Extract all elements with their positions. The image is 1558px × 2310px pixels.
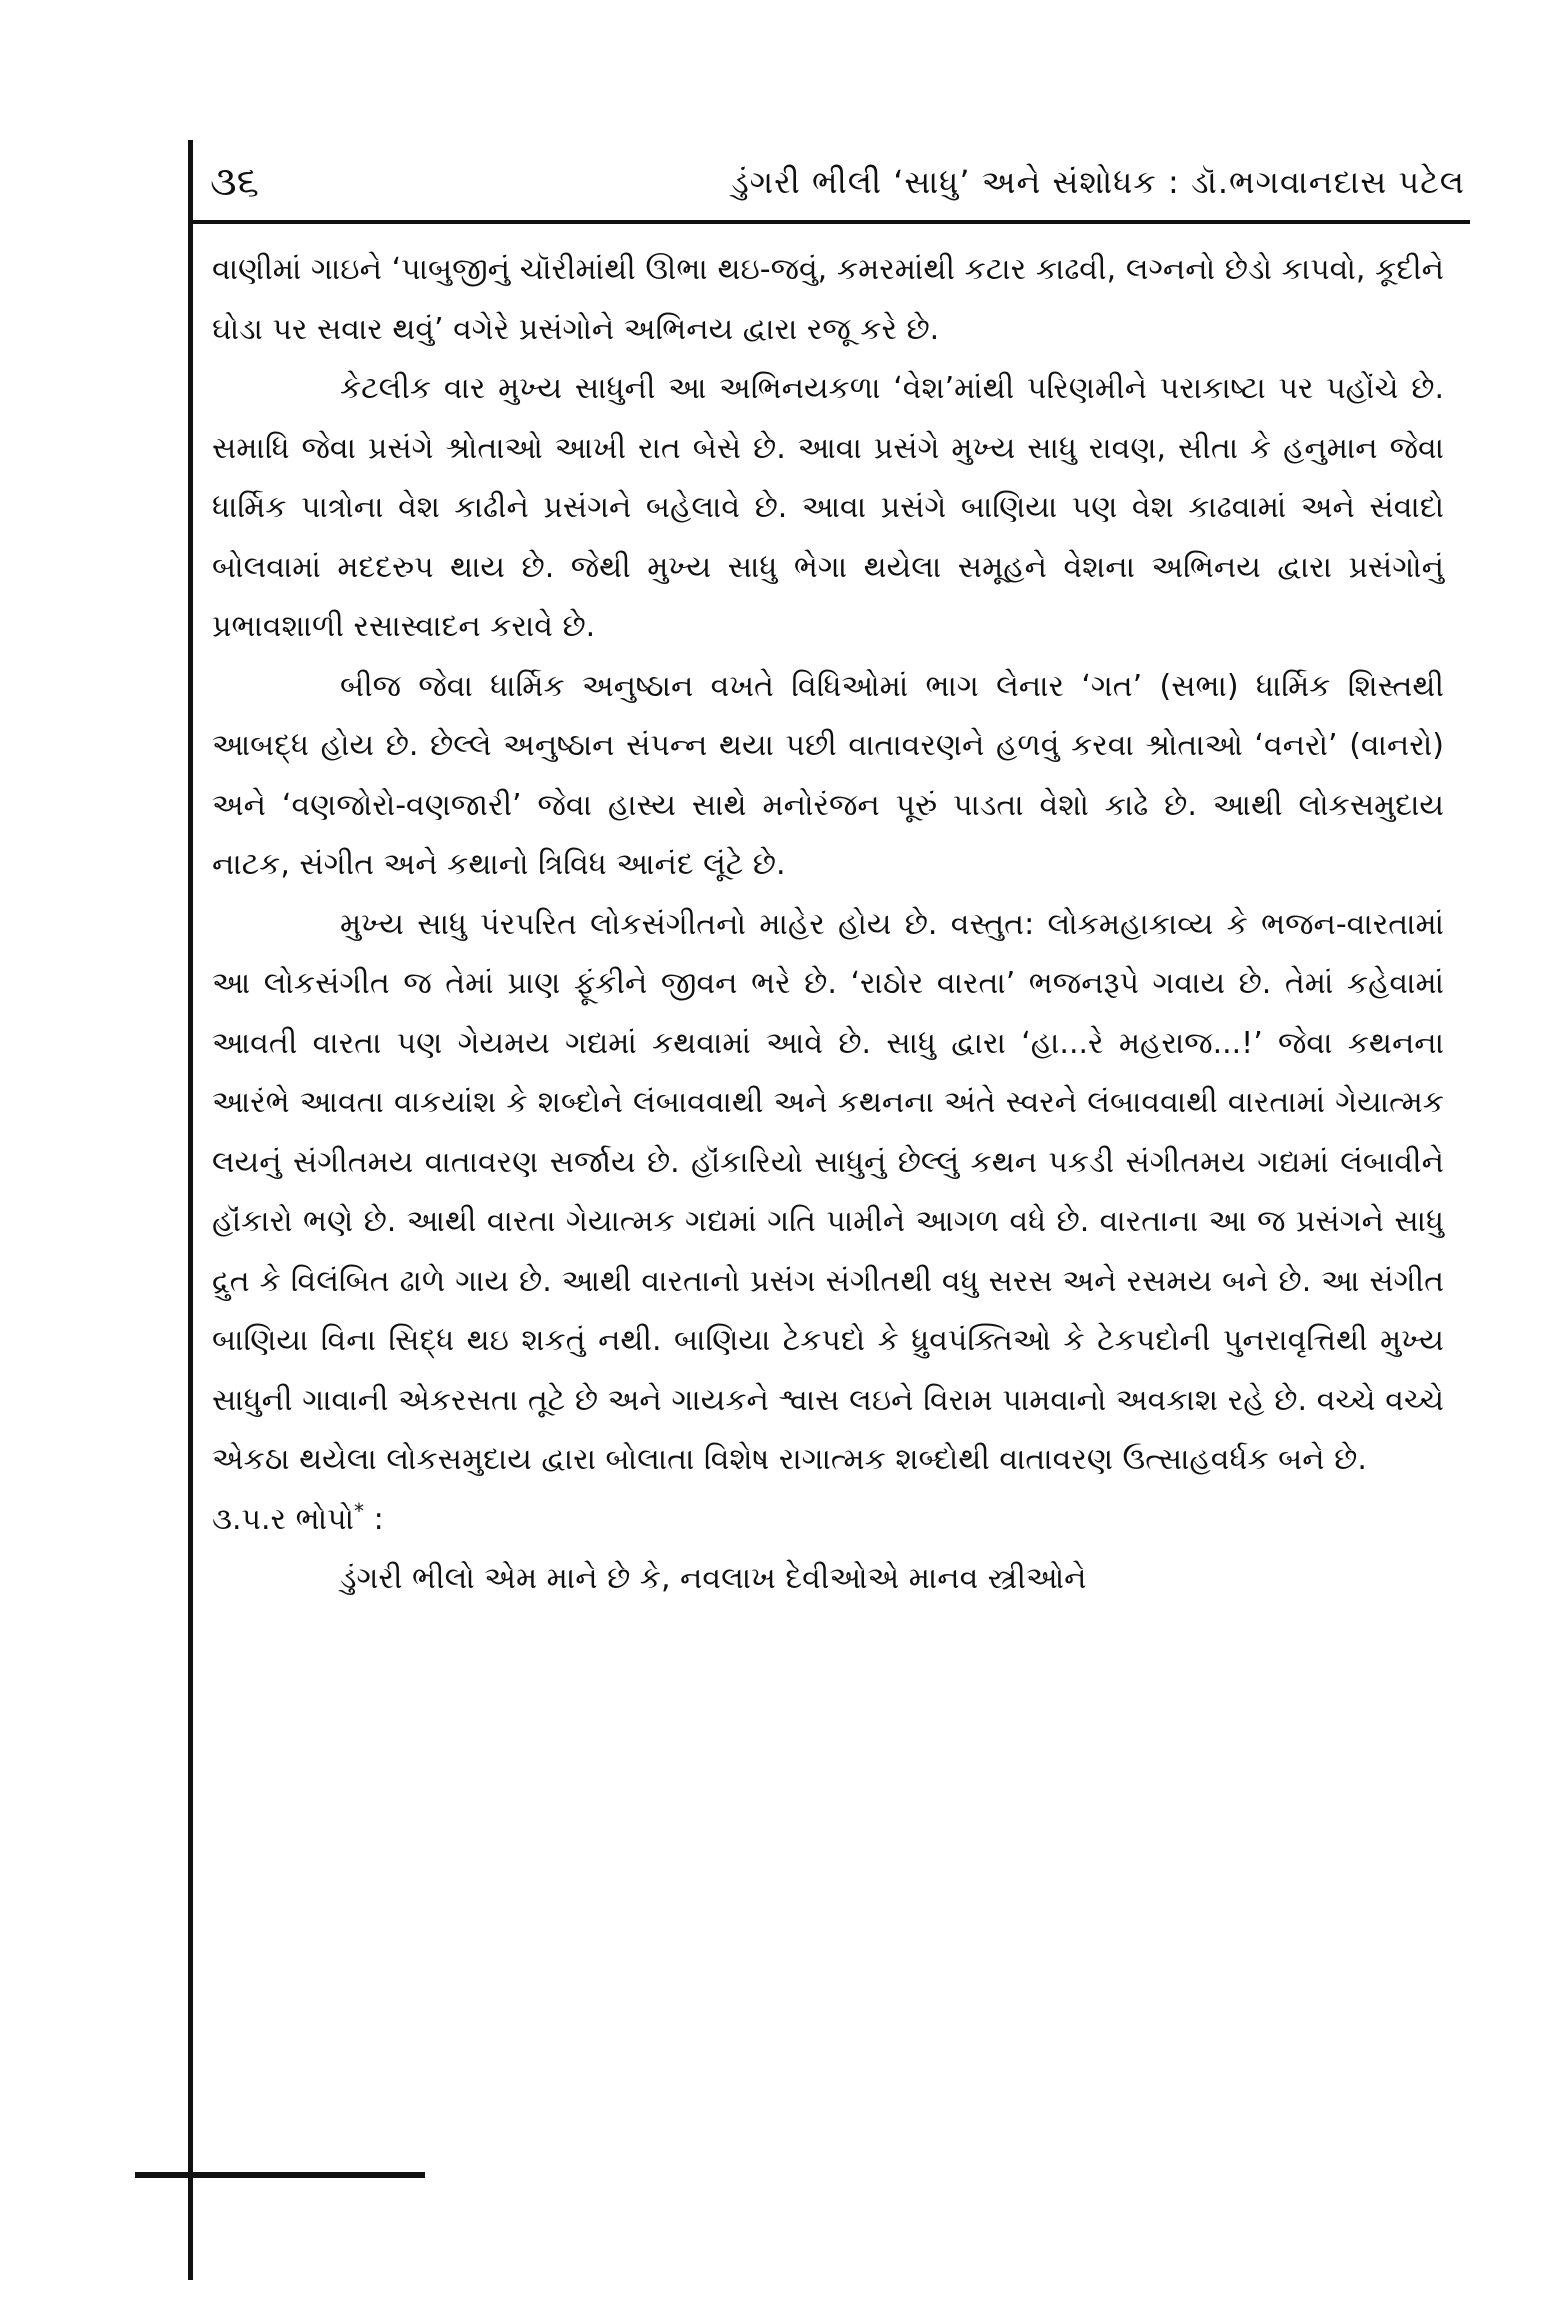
paragraph-5: ડુંગરી ભીલો એમ માને છે કે, નવલાખ દેવીઓએ માનવ સ્ત્રીઓને bbox=[340, 1561, 1087, 1596]
margin-rule bbox=[188, 140, 193, 2280]
footer-rule bbox=[135, 2172, 425, 2178]
header-rule bbox=[188, 220, 1470, 224]
paragraph-2: કેટલીક વાર મુખ્ય સાધુની આ અભિનયકળા ‘વેશ’માંથી પરિણમીને પરાકાષ્ટા પર પહોંચે છે. સમાધિ જેવા પ્રસંગે શ્રોતાઓ આખી રાત બેસે છે. આવા પ્રસંગે મુખ્ય સાધુ રાવણ, સીતા કે હનુમાન જેવા ધાર્મિક પાત્રોના વેશ કાઢીને પ્રસંગને બહેલાવે છે. આવા પ્રસંગે બાણિયા પણ વેશ કાઢવામાં અને સંવાદો બોલવામાં મદદરુપ થાય છે. જેથી મુખ્ય સાધુ ભેગા થયેલા સમૂહને વેશના અભિનય દ્વારા પ્રસંગોનું પ્રભાવશાળી રસાસ્વાદન કરાવે છે. bbox=[212, 371, 1444, 644]
section-heading-text: ૩.પ.ર ભોપો bbox=[212, 1501, 355, 1537]
body-text bbox=[212, 240, 1444, 1609]
paragraph-4: મુખ્ય સાધુ પંરપરિત લોકસંગીતનો માહેર હોય છે. વસ્તુત: લોકમહાકાવ્ય કે ભજન-વારતામાં આ લોકસંગીત જ તેમાં પ્રાણ ફૂંકીને જીવન ભરે છે. ‘રાઠોર વારતા’ ભજનરૂપે ગવાય છે. તેમાં કહેવામાં આવતી વારતા પણ ગેયમય ગદ્યમાં કથવામાં આવે છે. સાધુ દ્વારા ‘હા...રે મહરાજ...!’ જેવા કથનના આરંભે આવતા વાકયાંશ કે શબ્દોને લંબાવવાથી અને કથનના અંતે સ્વરને લંબાવવાથી વારતામાં ગેયાત્મક લયનું સંગીતમય વાતાવરણ સર્જાય છે. હૉંકારિયો સાધુનું છેલ્લું કથન પકડી સંગીતમય ગદ્યમાં લંબાવીને હૉંકારો ભણે છે. આથી વારતા ગેયાત્મક ગદ્યમાં ગતિ પામીને આગળ વધે છે. વારતાના આ જ પ્રસંગને સાધુ દ્રુત કે વિલંબિત ઢાળે ગાય છે. આથી વારતાનો પ્રસંગ સંગીતથી વધુ સરસ અને રસમય બને છે. આ સંગીત બાણિયા વિના સિદ્ધ થઇ શકતું નથી. બાણિયા ટેકપદો કે ધ્રુવપંક્તિઓ કે ટેકપદોની પુનરાવૃત્તિથી મુખ્ય સાધુની ગાવાની એકરસતા તૂટે છે અને ગાયકને શ્વાસ લઇને વિરામ પામવાનો અવકાશ રહે છે. વચ્ચે વચ્ચે એકઠા થયેલા લોકસમુદાય દ્વારા બોલાતા વિશેષ રાગાત્મક શબ્દોથી વાતાવરણ ઉત્સાહવર્ધક બને છે. bbox=[212, 906, 1444, 1477]
paragraph-3: બીજ જેવા ધાર્મિક અનુષ્ઠાન વખતે વિધિઓમાં ભાગ લેનાર ‘ગત’ (સભા) ધાર્મિક શિસ્તથી આબદ્ધ હોય છે. છેલ્લે અનુષ્ઠાન સંપન્ન થયા પછી વાતાવરણને હળવું કરવા શ્રોતાઓ ‘વનરો’ (વાનરો) અને ‘વણજોરો-વણજારી’ જેવા હાસ્ય સાથે મનોરંજન પૂરું પાડતા વેશો કાઢે છે. આથી લોકસમુદાય નાટક, સંગીત અને કથાનો ત્રિવિધ આનંદ લૂંટે છે. bbox=[212, 668, 1444, 882]
section-heading-suffix: : bbox=[364, 1501, 384, 1537]
running-title: ડુંગરી ભીલી ‘સાધુ’ અને સંશોધક : ડૉ.ભગવાનદાસ પટેલ bbox=[731, 163, 1465, 201]
paragraph-1: વાણીમાં ગાઇને ‘પાબુજીનું ચૉરીમાંથી ઊભા થઇ-જવું, કમરમાંથી કટાર કાઢવી, લગ્નનો છેડો કાપવો, કૂદીને ઘોડા પર સવાર થવું’ વગેરે પ્રસંગોને અભિનય દ્વારા રજૂ કરે છે. bbox=[212, 252, 1444, 347]
footnote-mark: * bbox=[354, 1498, 365, 1523]
section-heading bbox=[212, 1490, 1444, 1550]
running-header bbox=[210, 152, 1465, 212]
page-number: ૩૬ bbox=[210, 159, 260, 205]
